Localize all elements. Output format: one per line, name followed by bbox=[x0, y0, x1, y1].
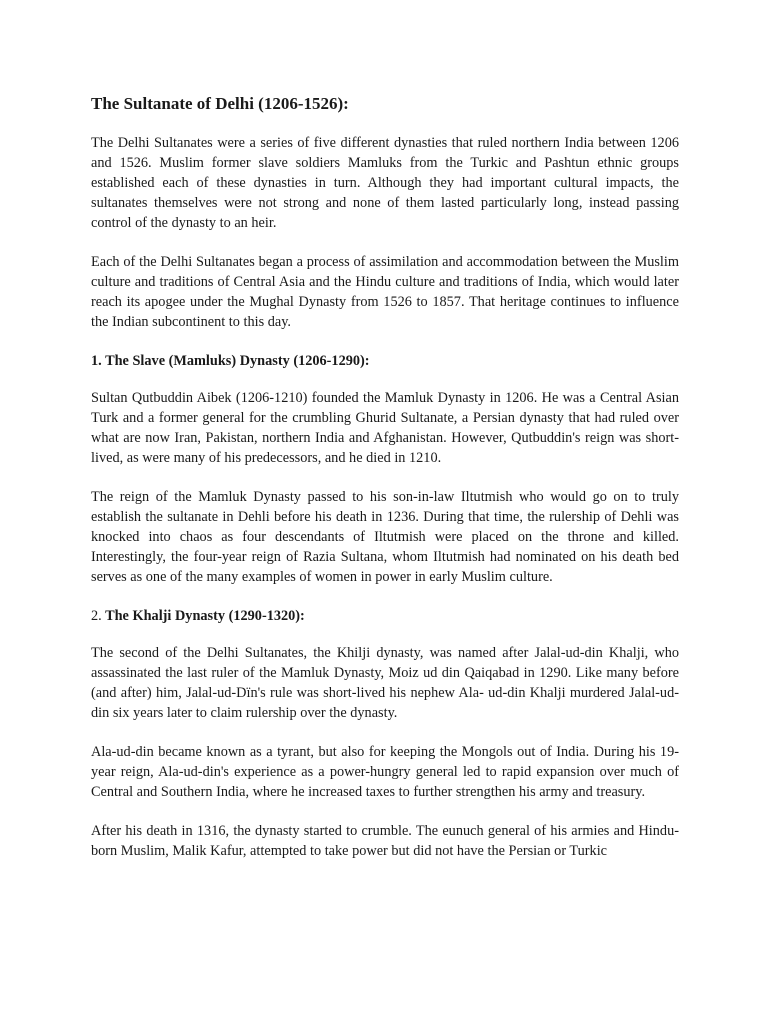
intro-paragraph-1: The Delhi Sultanates were a series of five different dynasties that ruled northern India between 1206 and 1526. Muslim former slave soldiers Mamluks from the Turkic and Pashtun ethnic groups established each of these dynasties in turn. Although they had important cultural impacts, the sultanates themselves were not strong and none of them lasted particularly long, instead passing control of the dynasty to an heir. bbox=[91, 135, 679, 231]
khalji-dynasty-paragraph-1: The second of the Delhi Sultanates, the Khilji dynasty, was named after Jalal-ud-din Khalji, who assassinated the last ruler of the Mamluk Dynasty, Moiz ud din Qaiqabad in 1290. Like many before (and after) him, Jalal-ud-Dïn's rule was short-lived his nephew Ala- ud-din Khalji murdered Jalal-ud-din six years later to claim rulership over the dynasty. bbox=[91, 645, 679, 721]
khalji-dynasty-paragraph-3: After his death in 1316, the dynasty started to crumble. The eunuch general of his armies and Hindu-born Muslim, Malik Kafur, attempted to take power but did not have the Persian or Turkic bbox=[91, 823, 679, 859]
section-title: The Slave (Mamluks) Dynasty (1206-1290): bbox=[105, 353, 370, 369]
intro-paragraph-2: Each of the Delhi Sultanates began a process of assimilation and accommodation between the Muslim culture and traditions of Central Asia and the Hindu culture and traditions of India, which would later reach its apogee under the Mughal Dynasty from 1526 to 1857. That heritage continues to influence the Indian subcontinent to this day. bbox=[91, 254, 679, 330]
slave-dynasty-paragraph-2: The reign of the Mamluk Dynasty passed to his son-in-law Iltutmish who would go on to truly establish the sultanate in Dehli before his death in 1236. During that time, the rulership of Dehli was knocked into chaos as four descendants of Iltutmish were placed on the throne and killed. Interestingly, the four-year reign of Razia Sultana, whom Iltutmish had nominated on his death bed serves as one of the many examples of women in power in early Muslim culture. bbox=[91, 489, 679, 585]
section-number: 1. bbox=[91, 353, 102, 369]
document-page bbox=[91, 93, 679, 880]
section-number: 2. bbox=[91, 608, 102, 624]
slave-dynasty-paragraph-1: Sultan Qutbuddin Aibek (1206-1210) founded the Mamluk Dynasty in 1206. He was a Central Asian Turk and a former general for the crumbling Ghurid Sultanate, a Persian dynasty that had ruled over what are now Iran, Pakistan, northern India and Afghanistan. However, Qutbuddin's reign was short-lived, as were many of his predecessors, and he died in 1210. bbox=[91, 390, 679, 466]
document-title: The Sultanate of Delhi (1206-1526): bbox=[91, 94, 349, 113]
section-heading-slave-dynasty bbox=[91, 351, 679, 371]
khalji-dynasty-paragraph-2: Ala-ud-din became known as a tyrant, but also for keeping the Mongols out of India. During his 19-year reign, Ala-ud-din's experience as a power-hungry general led to rapid expansion over much of Central and Southern India, where he increased taxes to further strengthen his army and treasury. bbox=[91, 744, 679, 800]
section-heading-khalji-dynasty bbox=[91, 606, 679, 626]
section-title: The Khalji Dynasty (1290-1320): bbox=[105, 608, 305, 624]
